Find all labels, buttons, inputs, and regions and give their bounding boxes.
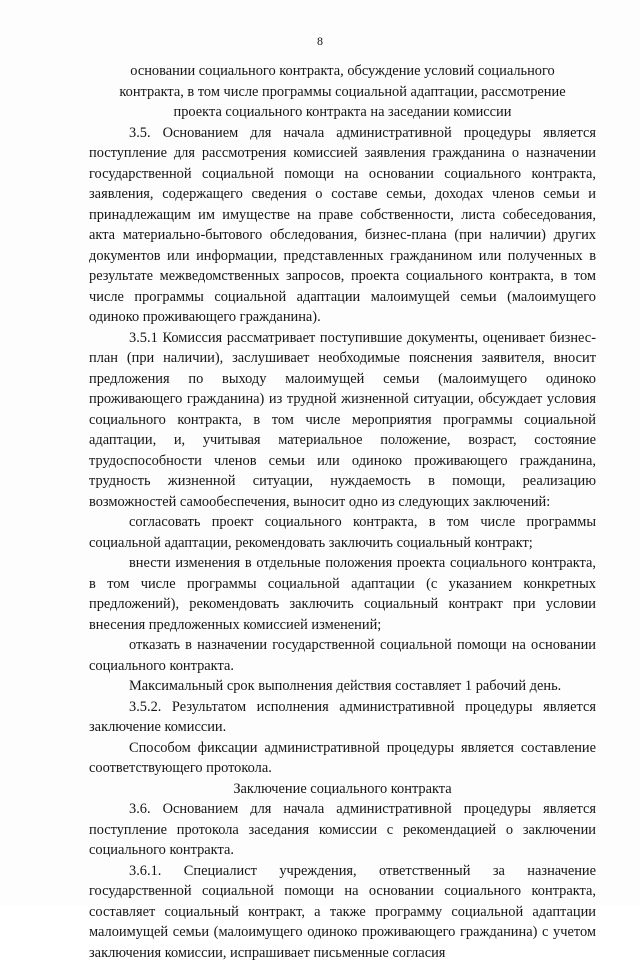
page-number: 8 xyxy=(0,34,640,48)
paragraph-3-5-2: 3.5.2. Результатом исполнения административной процедуры является заключение комиссии. xyxy=(89,697,596,738)
section-title-line: основании социального контракта, обсуждение условий социального xyxy=(89,61,596,82)
option-approve: согласовать проект социального контракта, в том числе программы социальной адаптации, рекомендовать заключить социальный контракт; xyxy=(89,512,596,553)
paragraph-fixation: Способом фиксации административной процедуры является составление соответствующего протокола. xyxy=(89,738,596,779)
option-amend: внести изменения в отдельные положения проекта социального контракта, в том числе программы социальной адаптации (с указанием конкретных предложений), рекомендовать заключить социальный контракт при условии внесения предложенных комиссией изменений; xyxy=(89,553,596,635)
option-refuse: отказать в назначении государственной социальной помощи на основании социального контракта. xyxy=(89,635,596,676)
section-title-line: контракта, в том числе программы социальной адаптации, рассмотрение xyxy=(89,82,596,103)
paragraph-3-5: 3.5. Основанием для начала административной процедуры является поступление для рассмотрения комиссией заявления гражданина о назначении государственной социальной помощи на основании социального контракта, заявления, содержащего сведения о составе семьи, доходах членов семьи и принадлежащим им имуществе на праве собственности, листа собеседования, акта материально-бытового обследования, бизнес-плана (при наличии) других документов или информации, представленных гражданином или полученных в результате межведомственных запросов, проекта социального контракта, в том числе программы социальной адаптации малоимущей семьи (малоимущего одиноко проживающего гражданина). xyxy=(89,123,596,328)
section-title-line: проекта социального контракта на заседании комиссии xyxy=(89,102,596,123)
subheading-contract: Заключение социального контракта xyxy=(89,779,596,800)
paragraph-3-6: 3.6. Основанием для начала административной процедуры является поступление протокола заседания комиссии с рекомендацией о заключении социального контракта. xyxy=(89,799,596,861)
document-body xyxy=(89,61,596,963)
paragraph-3-5-1: 3.5.1 Комиссия рассматривает поступившие документы, оценивает бизнес-план (при наличии), заслушивает необходимые пояснения заявителя, вносит предложения по выходу малоимущей семьи (малоимущего одиноко проживающего гражданина) из трудной жизненной ситуации, обсуждает условия социального контракта, в том числе мероприятия программы социальной адаптации, и, учитывая материальное положение, возраст, состояние трудоспособности членов семьи или одиноко проживающего гражданина, трудность жизненной ситуации, нуждаемость в помощи, реализацию возможностей самообеспечения, выносит одно из следующих заключений: xyxy=(89,328,596,513)
section-title xyxy=(89,61,596,123)
paragraph-max-term: Максимальный срок выполнения действия составляет 1 рабочий день. xyxy=(89,676,596,697)
paragraph-3-6-1: 3.6.1. Специалист учреждения, ответственный за назначение государственной социальной помощи на основании социального контракта, составляет социальный контракт, а также программу социальной адаптации малоимущей семьи (малоимущего одиноко проживающего гражданина) с учетом заключения комиссии, испрашивает письменные согласия xyxy=(89,861,596,963)
